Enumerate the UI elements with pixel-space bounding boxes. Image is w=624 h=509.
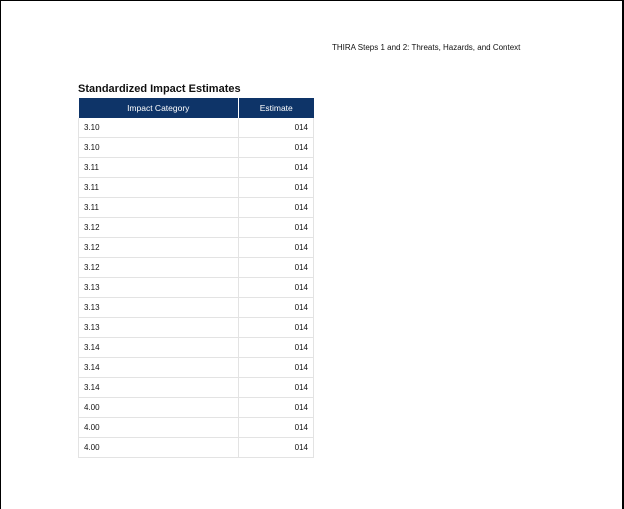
impact-category-cell: 3.14 xyxy=(79,358,239,378)
impact-category-cell: 4.00 xyxy=(79,438,239,458)
impact-category-cell: 3.14 xyxy=(79,378,239,398)
table-row xyxy=(79,238,314,258)
estimate-cell: 014 xyxy=(239,118,314,138)
table-row xyxy=(79,338,314,358)
table-row xyxy=(79,438,314,458)
estimate-cell: 014 xyxy=(239,338,314,358)
estimate-cell: 014 xyxy=(239,418,314,438)
table-title: Standardized Impact Estimates xyxy=(78,83,241,95)
impact-category-cell: 3.12 xyxy=(79,218,239,238)
table-body xyxy=(79,118,314,458)
estimate-cell: 014 xyxy=(239,298,314,318)
estimate-cell: 014 xyxy=(239,258,314,278)
table-row xyxy=(79,178,314,198)
impact-category-cell: 3.13 xyxy=(79,298,239,318)
estimate-cell: 014 xyxy=(239,218,314,238)
table-row xyxy=(79,298,314,318)
estimate-cell: 014 xyxy=(239,178,314,198)
impact-category-cell: 3.10 xyxy=(79,118,239,138)
impact-category-cell: 3.14 xyxy=(79,338,239,358)
running-header: THIRA Steps 1 and 2: Threats, Hazards, and Context xyxy=(332,43,521,52)
impact-category-cell: 3.12 xyxy=(79,258,239,278)
impact-category-cell: 4.00 xyxy=(79,398,239,418)
table-row xyxy=(79,198,314,218)
impact-category-cell: 3.13 xyxy=(79,318,239,338)
estimate-cell: 014 xyxy=(239,278,314,298)
estimate-cell: 014 xyxy=(239,438,314,458)
table-row xyxy=(79,258,314,278)
impact-category-cell: 3.10 xyxy=(79,138,239,158)
table-row xyxy=(79,158,314,178)
table-row xyxy=(79,138,314,158)
estimate-cell: 014 xyxy=(239,158,314,178)
table-row xyxy=(79,318,314,338)
estimate-cell: 014 xyxy=(239,358,314,378)
table-header-row xyxy=(79,98,314,118)
table-row xyxy=(79,118,314,138)
column-header-estimate: Estimate xyxy=(239,98,314,118)
table-row xyxy=(79,278,314,298)
column-header-impact-category: Impact Category xyxy=(79,98,239,118)
estimate-cell: 014 xyxy=(239,238,314,258)
impact-category-cell: 3.11 xyxy=(79,158,239,178)
table-row xyxy=(79,418,314,438)
table-row xyxy=(79,378,314,398)
estimate-cell: 014 xyxy=(239,398,314,418)
table-row xyxy=(79,358,314,378)
estimate-cell: 014 xyxy=(239,138,314,158)
impact-category-cell: 3.13 xyxy=(79,278,239,298)
impact-category-cell: 3.11 xyxy=(79,178,239,198)
estimate-cell: 014 xyxy=(239,198,314,218)
estimate-cell: 014 xyxy=(239,318,314,338)
table-row xyxy=(79,218,314,238)
impact-category-cell: 3.12 xyxy=(79,238,239,258)
impact-category-cell: 4.00 xyxy=(79,418,239,438)
impact-estimates-table xyxy=(78,98,314,458)
estimate-cell: 014 xyxy=(239,378,314,398)
impact-category-cell: 3.11 xyxy=(79,198,239,218)
table-row xyxy=(79,398,314,418)
